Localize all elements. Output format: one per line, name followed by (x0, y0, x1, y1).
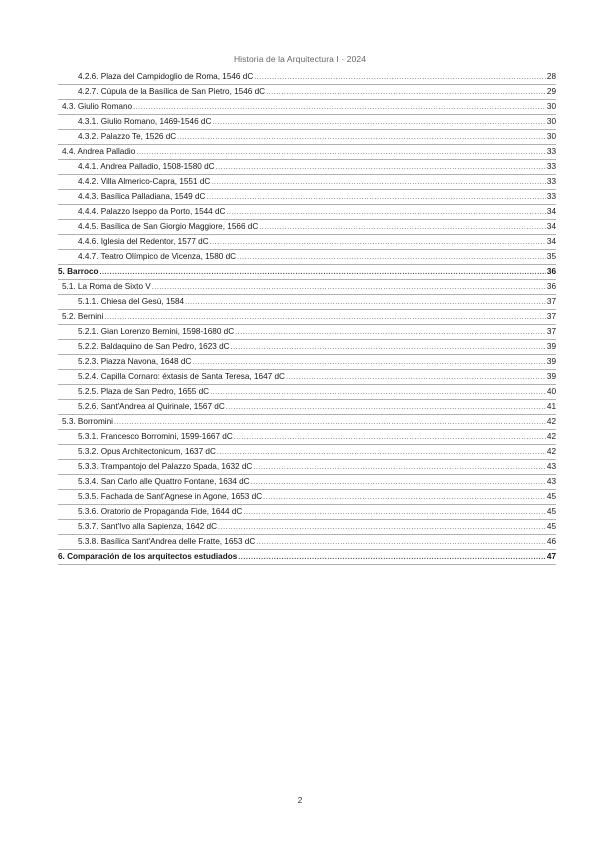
toc-entry-title: 4.4.3. Basílica Palladiana, 1549 dC (78, 192, 206, 201)
toc-entry[interactable] (58, 205, 556, 220)
toc-entry-title: 5.3.6. Oratorio de Propaganda Fide, 1644 dC (78, 507, 243, 516)
toc-dot-leader (212, 116, 546, 130)
toc-entry-page: 33 (546, 147, 556, 156)
toc-entry-title: 5.3.3. Trampantojo del Palazzo Spada, 1632 dC (78, 462, 253, 471)
toc-entry[interactable] (58, 475, 556, 490)
toc-dot-leader (192, 356, 546, 370)
toc-entry-title: 5.2.2. Baldaquino de San Pedro, 1623 dC (78, 342, 230, 351)
toc-entry-page: 45 (546, 522, 556, 531)
toc-entry-page: 30 (546, 117, 556, 126)
toc-entry[interactable] (58, 85, 556, 100)
toc-entry[interactable] (58, 355, 556, 370)
toc-entry-title: 5.3.7. Sant'Ivo alla Sapienza, 1642 dC (78, 522, 218, 531)
toc-dot-leader (263, 491, 546, 505)
toc-entry-page: 30 (546, 132, 556, 141)
toc-entry-title: 4.4.6. Iglesia del Redentor, 1577 dC (78, 237, 209, 246)
toc-entry[interactable] (58, 490, 556, 505)
toc-entry-title: 5.3.5. Fachada de Sant'Agnese in Agone, 1653 dC (78, 492, 263, 501)
toc-entry[interactable] (58, 220, 556, 235)
toc-entry-title: 4.3.2. Palazzo Te, 1526 dC (78, 132, 177, 141)
toc-entry-title: 5.2.4. Capilla Cornaro: éxtasis de Santa Teresa, 1647 dC (78, 372, 285, 381)
toc-entry-title: 4.4.1. Andrea Palladio, 1508-1580 dC (78, 162, 215, 171)
toc-entry-page: 39 (546, 372, 556, 381)
toc-entry-title: 4.4. Andrea Palladio (62, 147, 136, 156)
toc-dot-leader (254, 71, 546, 85)
toc-entry[interactable] (58, 415, 556, 430)
toc-entry-title: 4.2.6. Plaza del Campidoglio de Roma, 1546 dC (78, 72, 254, 81)
toc-dot-leader (133, 101, 546, 115)
toc-entry[interactable] (58, 340, 556, 355)
toc-entry[interactable] (58, 265, 556, 280)
toc-dot-leader (136, 146, 546, 160)
toc-entry[interactable] (58, 520, 556, 535)
toc-entry-page: 42 (546, 447, 556, 456)
toc-entry[interactable] (58, 550, 556, 565)
toc-dot-leader (226, 401, 546, 415)
toc-dot-leader (218, 521, 546, 535)
toc-entry[interactable] (58, 250, 556, 265)
toc-dot-leader (185, 296, 546, 310)
toc-entry-title: 5.1.1. Chiesa del Gesù, 1584 (78, 297, 185, 306)
toc-dot-leader (114, 416, 546, 430)
toc-dot-leader (217, 446, 546, 460)
toc-entry-page: 42 (546, 432, 556, 441)
toc-entry-page: 33 (546, 192, 556, 201)
toc-entry[interactable] (58, 145, 556, 160)
toc-entry[interactable] (58, 70, 556, 85)
toc-dot-leader (210, 386, 546, 400)
toc-dot-leader (210, 236, 546, 250)
toc-entry-title: 5.3. Borromini (62, 417, 113, 426)
toc-entry[interactable] (58, 325, 556, 340)
toc-entry-page: 37 (546, 312, 556, 321)
toc-entry[interactable] (58, 160, 556, 175)
toc-entry-page: 35 (546, 252, 556, 261)
toc-entry-page: 41 (546, 402, 556, 411)
toc-entry-title: 4.2.7. Cúpula de la Basílica de San Pietro, 1546 dC (78, 87, 266, 96)
toc-dot-leader (152, 281, 546, 295)
toc-entry-page: 30 (546, 102, 556, 111)
toc-entry-title: 5.1. La Roma de Sixto V (62, 282, 151, 291)
toc-entry-page: 34 (546, 222, 556, 231)
toc-entry-page: 33 (546, 162, 556, 171)
toc-dot-leader (211, 176, 546, 190)
toc-entry-title: 5.3.4. San Carlo alle Quattro Fontane, 1634 dC (78, 477, 250, 486)
toc-entry-title: 5.2.3. Piazza Navona, 1648 dC (78, 357, 192, 366)
toc-entry-title: 4.4.5. Basílica de San Giorgio Maggiore, 1566 dC (78, 222, 259, 231)
toc-entry-title: 5.3.1. Francesco Borromini, 1599-1667 dC (78, 432, 233, 441)
toc-entry-page: 42 (546, 417, 556, 426)
toc-entry-title: 4.3. Giulio Romano (62, 102, 133, 111)
toc-entry-page: 28 (546, 72, 556, 81)
toc-entry[interactable] (58, 175, 556, 190)
toc-dot-leader (206, 191, 545, 205)
toc-entry-title: 5.2.1. Gian Lorenzo Bernini, 1598-1680 dC (78, 327, 235, 336)
toc-entry-page: 47 (546, 552, 556, 561)
toc-dot-leader (259, 221, 546, 235)
toc-entry-page: 45 (546, 507, 556, 516)
toc-entry-title: 5.2. Bernini (62, 312, 104, 321)
toc-entry-page: 33 (546, 177, 556, 186)
toc-entry-page: 34 (546, 237, 556, 246)
table-of-contents (58, 70, 556, 565)
toc-entry[interactable] (58, 535, 556, 550)
toc-entry[interactable] (58, 115, 556, 130)
page-number: 2 (297, 795, 303, 805)
toc-entry-page: 40 (546, 387, 556, 396)
toc-entry-page: 36 (546, 282, 556, 291)
toc-entry[interactable] (58, 280, 556, 295)
toc-entry[interactable] (58, 430, 556, 445)
toc-dot-leader (235, 326, 546, 340)
toc-entry-page: 43 (546, 462, 556, 471)
toc-entry-title: 5.3.2. Opus Architectonicum, 1637 dC (78, 447, 216, 456)
toc-entry[interactable] (58, 235, 556, 250)
toc-entry[interactable] (58, 370, 556, 385)
toc-entry-page: 45 (546, 492, 556, 501)
toc-dot-leader (256, 536, 546, 550)
toc-entry-title: 4.4.4. Palazzo Iseppo da Porto, 1544 dC (78, 207, 226, 216)
toc-entry-page: 34 (546, 207, 556, 216)
toc-dot-leader (286, 371, 546, 385)
toc-entry-page: 36 (546, 267, 556, 276)
toc-entry-title: 6. Comparación de los arquitectos estudiados (58, 552, 238, 561)
toc-entry[interactable] (58, 310, 556, 325)
toc-entry[interactable] (58, 190, 556, 205)
toc-dot-leader (238, 551, 546, 565)
toc-entry-page: 37 (546, 297, 556, 306)
toc-entry-title: 5.2.5. Plaza de San Pedro, 1655 dC (78, 387, 210, 396)
toc-entry[interactable] (58, 100, 556, 115)
toc-entry-title: 4.4.2. Villa Almerico-Capra, 1551 dC (78, 177, 211, 186)
toc-dot-leader (100, 266, 546, 280)
toc-dot-leader (253, 461, 546, 475)
toc-entry[interactable] (58, 295, 556, 310)
toc-dot-leader (231, 341, 546, 355)
toc-dot-leader (237, 251, 546, 265)
toc-dot-leader (216, 161, 546, 175)
toc-dot-leader (234, 431, 546, 445)
toc-entry-page: 39 (546, 342, 556, 351)
toc-dot-leader (226, 206, 545, 220)
toc-entry-page: 37 (546, 327, 556, 336)
toc-entry-page: 39 (546, 357, 556, 366)
toc-entry-title: 5.2.6. Sant'Andrea al Quirinale, 1567 dC (78, 402, 225, 411)
toc-entry[interactable] (58, 445, 556, 460)
running-header: Historia de la Arquitectura I · 2024 (233, 54, 367, 64)
toc-entry-page: 29 (546, 87, 556, 96)
toc-dot-leader (243, 506, 546, 520)
toc-entry-page: 46 (546, 537, 556, 546)
toc-dot-leader (177, 131, 546, 145)
toc-entry-page: 43 (546, 477, 556, 486)
toc-entry-title: 4.4.7. Teatro Olímpico de Vicenza, 1580 dC (78, 252, 237, 261)
toc-entry[interactable] (58, 130, 556, 145)
toc-dot-leader (251, 476, 546, 490)
toc-entry-title: 4.3.1. Giulio Romano, 1469-1546 dC (78, 117, 212, 126)
toc-entry[interactable] (58, 505, 556, 520)
toc-dot-leader (266, 86, 546, 100)
toc-entry-title: 5. Barroco (58, 267, 99, 276)
toc-entry[interactable] (58, 385, 556, 400)
toc-entry[interactable] (58, 460, 556, 475)
toc-dot-leader (104, 311, 545, 325)
toc-entry-title: 5.3.8. Basílica Sant'Andrea delle Fratte, 1653 dC (78, 537, 256, 546)
toc-entry[interactable] (58, 400, 556, 415)
